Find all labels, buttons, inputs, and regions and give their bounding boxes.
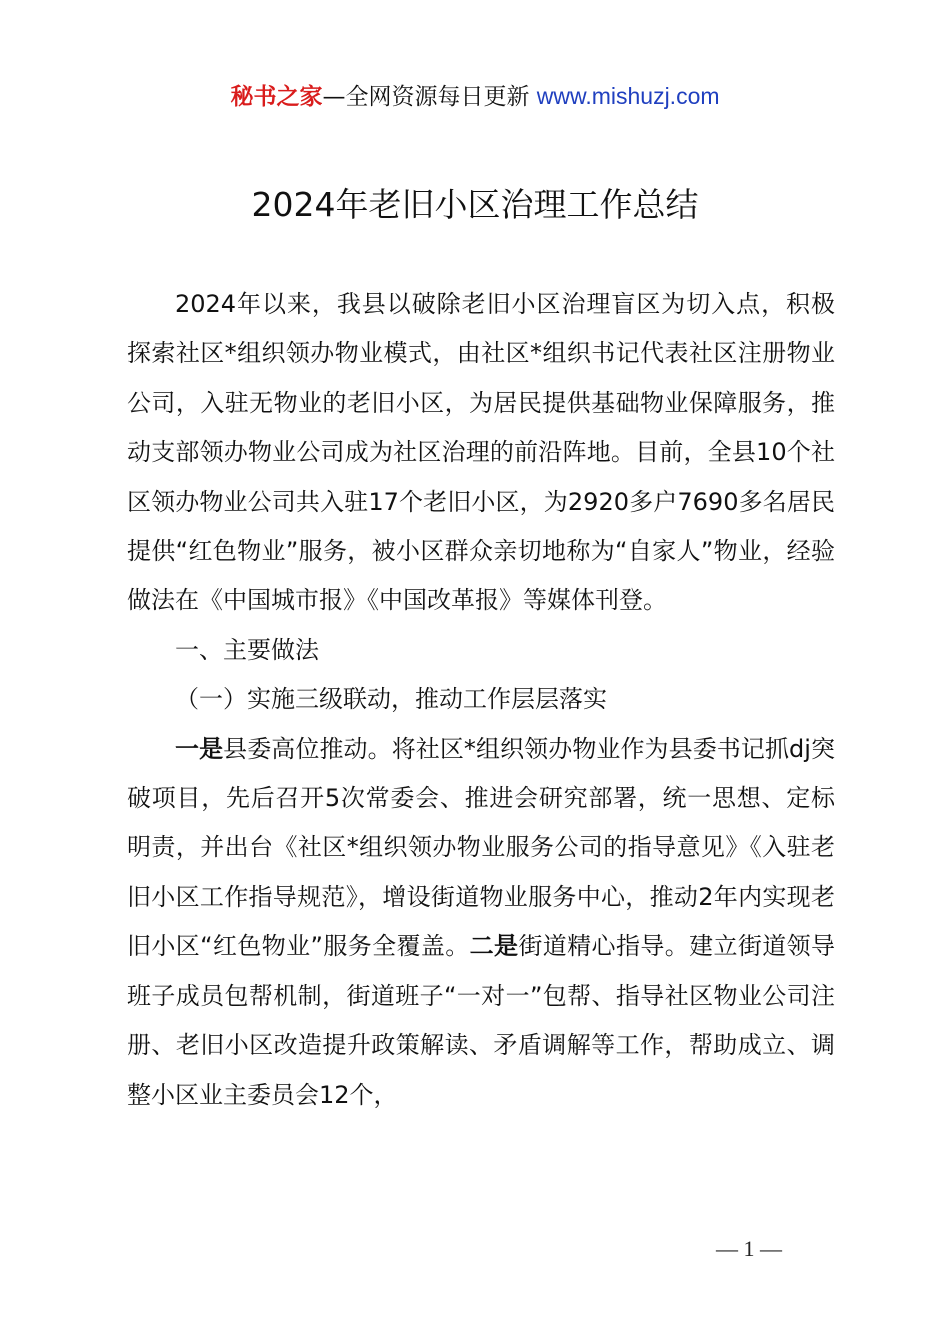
body-paragraph bbox=[127, 725, 835, 1120]
lead-phrase-first: 一是 bbox=[175, 734, 224, 763]
site-header bbox=[0, 80, 950, 113]
intro-paragraph: 2024年以来，我县以破除老旧小区治理盲区为切入点，积极探索社区*组织领办物业模式，由社区*组织书记代表社区注册物业公司，入驻无物业的老旧小区，为居民提供基础物业保障服务，推动支部领办物业公司成为社区治理的前沿阵地。目前，全县10个社区领办物业公司共入驻17个老旧小区，为2920多户7690多名居民提供“红色物业”服务，被小区群众亲切地称为“自家人”物业，经验做法在《中国城市报》《中国改革报》等媒体刊登。 bbox=[127, 290, 835, 615]
paragraph-text-second: 街道精心指导。建立街道领导班子成员包帮机制，街道班子“一对一”包帮、指导社区物业公司注册、老旧小区改造提升政策解读、矛盾调解等工作，帮助成立、调整小区业主委员会12个， bbox=[127, 932, 836, 1109]
paragraph-text-first: 县委高位推动。将社区*组织领办物业作为县委书记抓dj突破项目，先后召开5次常委会、推进会研究部署，统一思想、定标明责，并出台《社区*组织领办物业服务公司的指导意见》《入驻老旧小区工作指导规范》，增设街道物业服务中心，推动2年内实现老旧小区“红色物业”服务全覆盖。 bbox=[127, 734, 835, 961]
header-tagline: —全网资源每日更新 bbox=[322, 84, 537, 110]
site-url-link[interactable]: www.mishuzj.com bbox=[536, 83, 720, 109]
document-body bbox=[127, 280, 835, 1120]
brand-name: 秘书之家 bbox=[230, 84, 323, 110]
subsection-heading: （一）实施三级联动，推动工作层层落实 bbox=[175, 685, 607, 714]
section-heading: 一、主要做法 bbox=[175, 635, 319, 664]
lead-phrase-second: 二是 bbox=[469, 932, 519, 961]
document-title: 2024年老旧小区治理工作总结 bbox=[251, 185, 699, 224]
page-number: — 1 — bbox=[716, 1236, 782, 1261]
